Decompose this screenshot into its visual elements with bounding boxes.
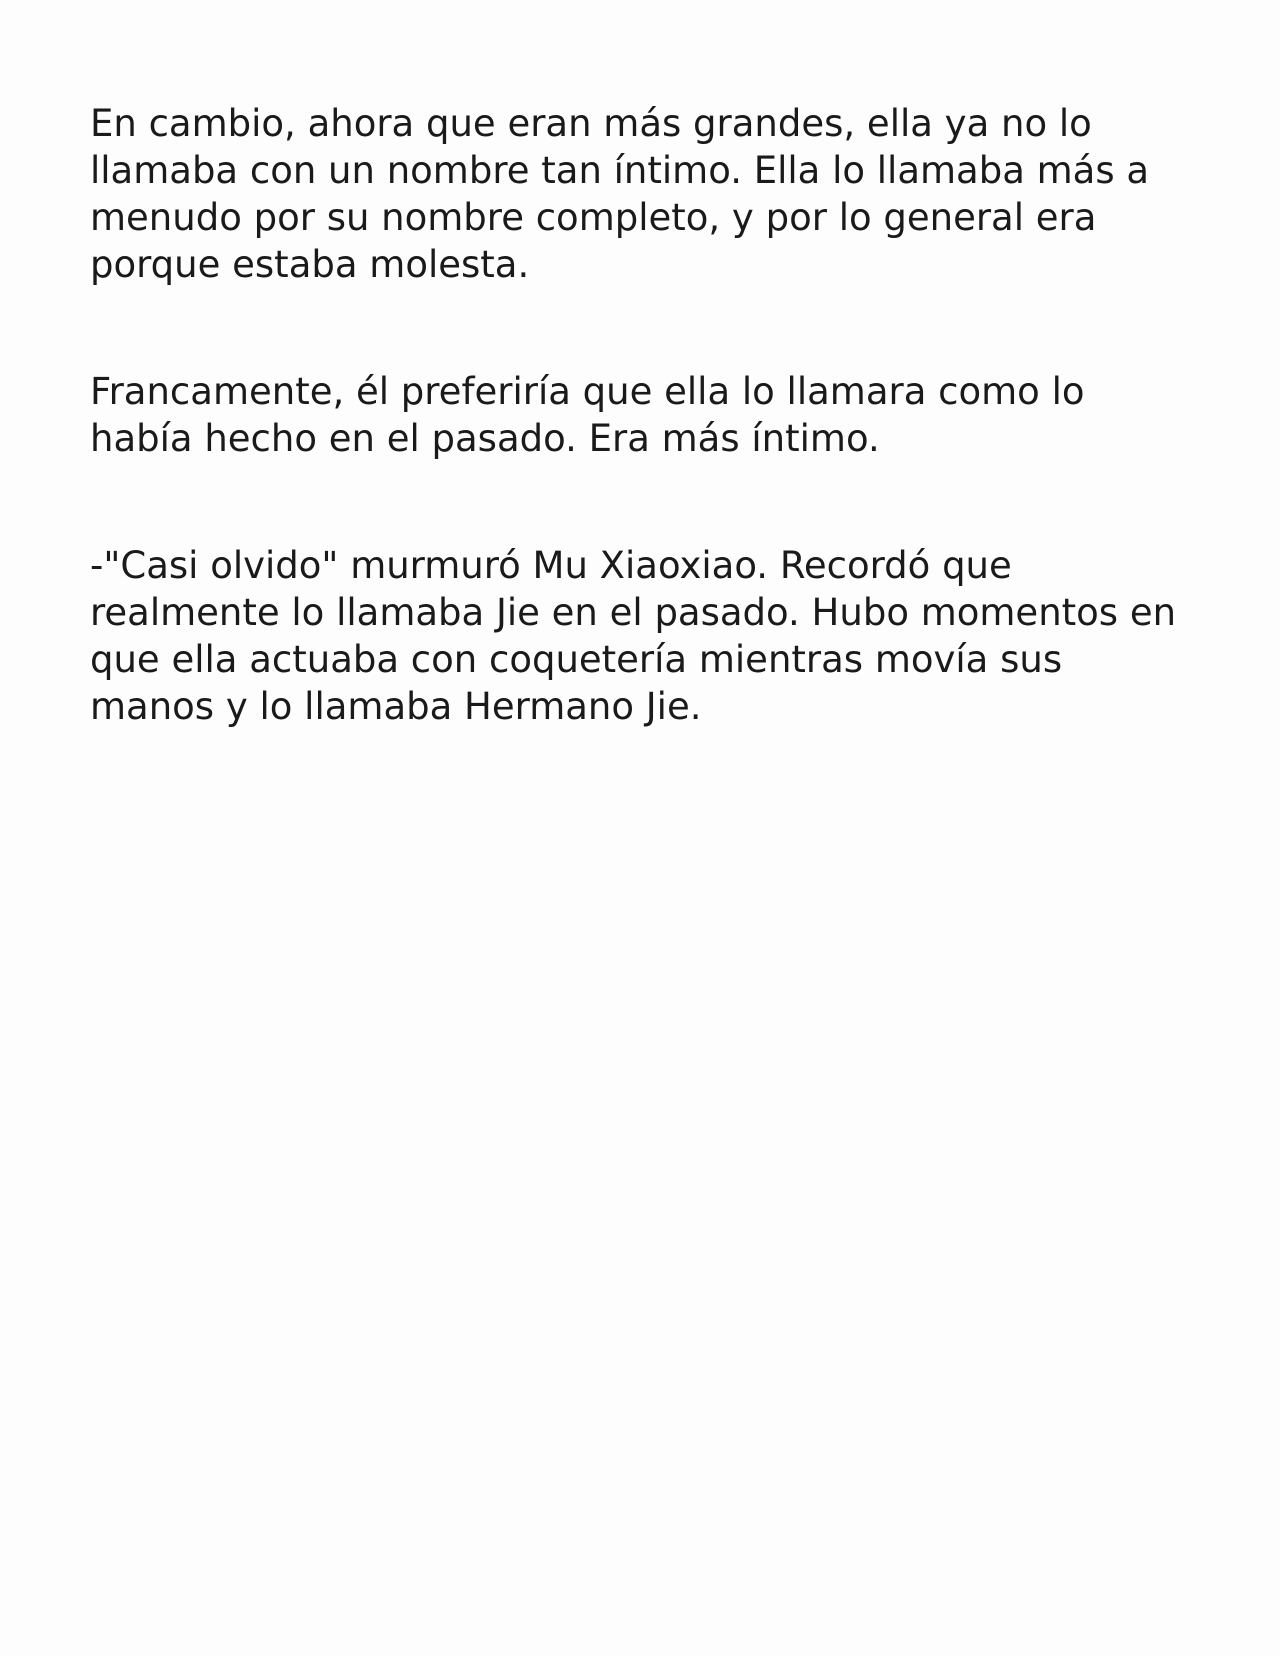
paragraph-3: -"Casi olvido" murmuró Mu Xiaoxiao. Recordó que realmente lo llamaba Jie en el pasado. Hubo momentos en que ella actuaba con coquetería mientras movía sus manos y lo llamaba Hermano Jie. (90, 544, 1177, 728)
document-body (90, 100, 1210, 730)
paragraph-2: Francamente, él preferiría que ella lo llamara como lo había hecho en el pasado. Era más íntimo. (90, 370, 1085, 460)
paragraph-1: En cambio, ahora que eran más grandes, ella ya no lo llamaba con un nombre tan íntimo. Ella lo llamaba más a menudo por su nombre completo, y por lo general era porque estaba molesta. (90, 102, 1150, 286)
